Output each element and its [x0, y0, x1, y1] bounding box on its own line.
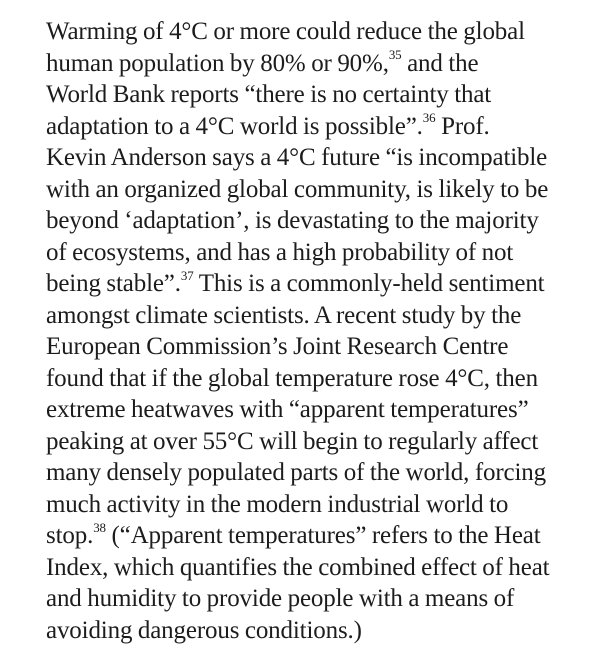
text-run: This is a commonly-held sentiment	[193, 270, 545, 297]
text-line	[46, 48, 606, 80]
text-run: being stable”.	[46, 270, 181, 297]
text-run: stop.	[46, 522, 94, 549]
text-line: many densely populated parts of the world, forcing	[46, 459, 546, 486]
text-line: found that if the global temperature rose 4°C, then	[46, 364, 538, 392]
text-line: European Commission’s Joint Research Centre	[46, 333, 509, 360]
text-line: peaking at over 55°C will begin to regularly affect	[46, 427, 539, 455]
footnote-ref-36: 36	[422, 110, 436, 126]
text-line: Warming of 4°C or more could reduce the global	[46, 18, 525, 45]
text-line: and humidity to provide people with a means of	[46, 585, 515, 612]
text-run: human population by 80% or 90%,	[46, 49, 389, 77]
text-line: Index, which quantifies the combined effect of heat	[46, 553, 550, 581]
text-run: adaptation to a 4°C world is possible”.	[46, 112, 423, 140]
text-run: and the	[401, 49, 479, 77]
footnote-ref-37: 37	[180, 267, 194, 283]
text-line: of ecosystems, and has a high probability of not	[46, 238, 514, 266]
text-line: extreme heatwaves with “apparent temperatures”	[46, 396, 529, 423]
text-line: avoiding dangerous conditions.)	[46, 616, 362, 644]
text-line: beyond ‘adaptation’, is devastating to the majority	[46, 207, 539, 234]
text-line	[46, 520, 606, 552]
text-line: amongst climate scientists. A recent study by the	[46, 301, 522, 329]
text-line	[46, 268, 606, 300]
text-line: much activity in the modern industrial world to	[46, 490, 509, 518]
text-line: Kevin Anderson says a 4°C future “is incompatible	[46, 144, 548, 171]
text-line	[46, 111, 606, 143]
body-paragraph	[46, 16, 606, 646]
text-line: World Bank reports “there is no certainty that	[46, 81, 492, 108]
text-run: Prof.	[435, 112, 490, 140]
text-run: (“Apparent temperatures” refers to the Heat	[105, 522, 541, 549]
document-page	[46, 16, 606, 646]
footnote-ref-35: 35	[388, 47, 402, 63]
footnote-ref-38: 38	[93, 519, 106, 535]
text-line: with an organized global community, is likely to be	[46, 175, 549, 203]
